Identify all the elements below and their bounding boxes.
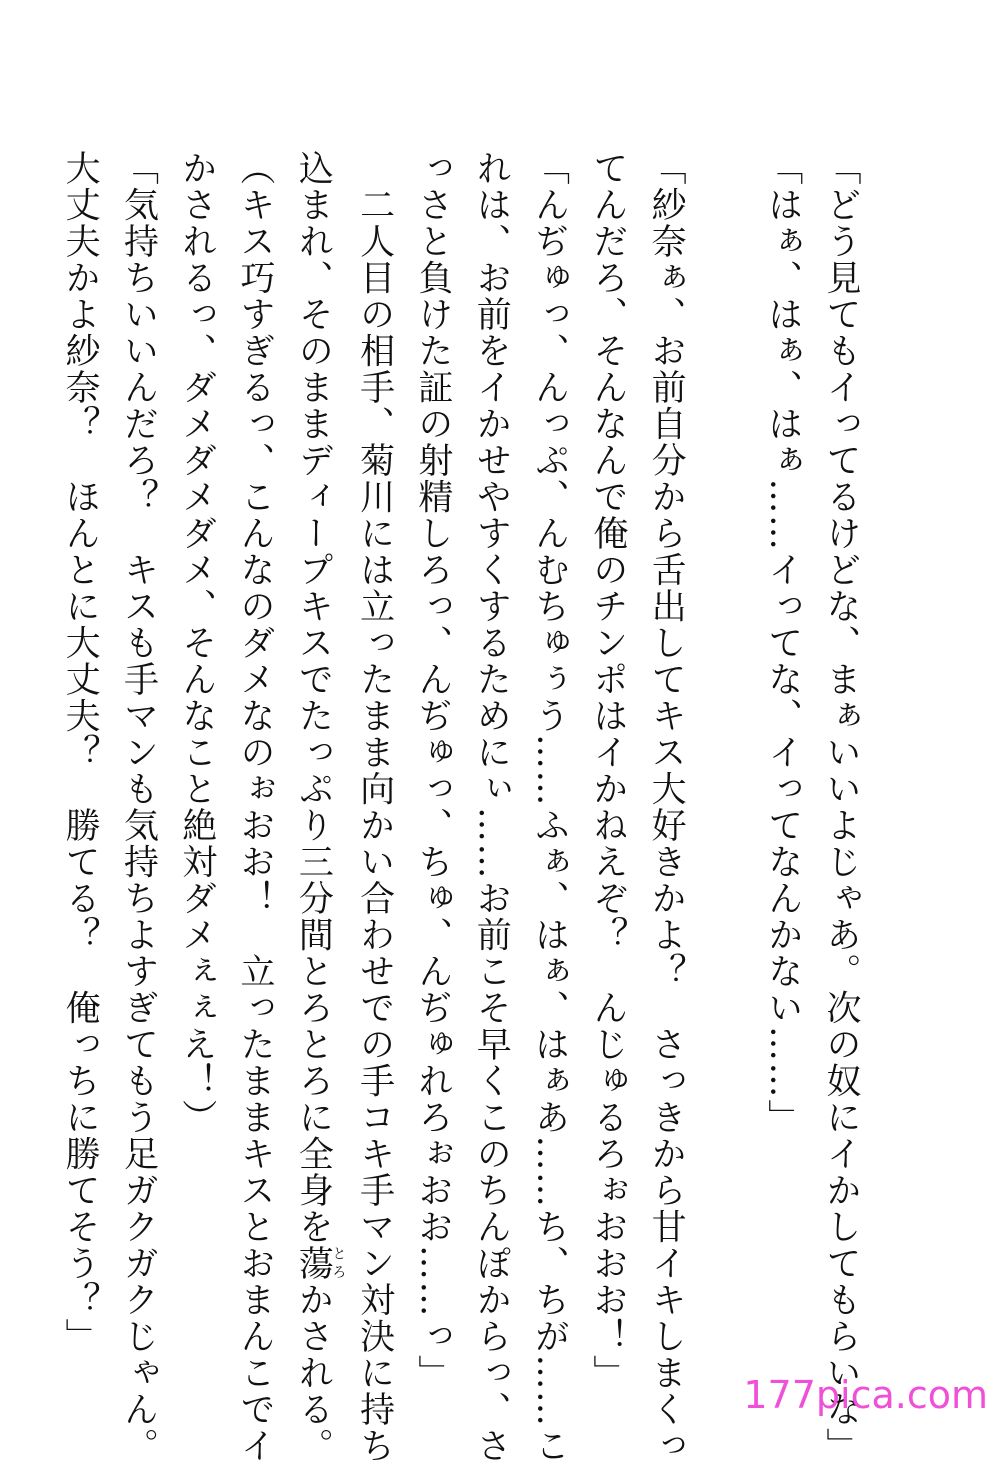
paragraph-gap — [695, 150, 753, 1365]
text-line: 二人目の相手、菊川には立ったまま向かい合わせでの手コキ手マン対決に持ち — [345, 150, 403, 1365]
ruby-reading: とろ — [330, 1245, 346, 1282]
text-line: 大丈夫かよ紗奈？ ほんとに大丈夫？ 勝てる？ 俺っちに勝てそう？」 — [51, 150, 109, 1365]
text-line: っさと負けた証の射精しろっ、んぢゅっ、ちゅ、んぢゅれろぉおお……っ」 — [404, 150, 462, 1365]
text-line: （キス巧すぎるっ、こんなのダメなのぉおお！ 立ったままキスとおまんこでイ — [226, 150, 284, 1365]
watermark-text: 177pica.com — [743, 1373, 988, 1417]
text-line: 「気持ちいいんだろ？ キスも手マンも気持ちよすぎてもう足ガクガクじゃん。 — [109, 150, 167, 1365]
text-line: 「どう見てもイってるけどな、まぁいいよじゃあ。次の奴にイかしてもらいな」 — [812, 150, 870, 1365]
text-line: 「紗奈ぁ、お前自分から舌出してキス大好きかよ？ さっきから甘イキしまくっ — [637, 150, 695, 1365]
text-line: かされるっ、ダメダメダメ、そんなこと絶対ダメぇぇえ！） — [167, 150, 225, 1365]
text-line: 「んぢゅっ、んっぷ、んむちゅぅう……ふぁ、はぁ、はぁあ……ち、ちが……こ — [520, 150, 578, 1365]
ruby-base: 蕩 — [293, 1245, 333, 1282]
text-line: てんだろ、そんなんで俺のチンポはイかねえぞ？ んじゅるろぉおおお！」 — [579, 150, 637, 1365]
ruby-line-after: かされる。 — [293, 1282, 333, 1464]
text-line: れは、お前をイかせやすくするためにぃ……お前こそ早くこのちんぽからっ、さ — [462, 150, 520, 1365]
vertical-text-body — [51, 150, 870, 1365]
text-line: 「はぁ、はぁ、はぁ……イってな、イってなんかない……」 — [753, 150, 811, 1365]
text-line-with-ruby — [284, 150, 345, 1365]
ruby-line-before: 込まれ、そのままディープキスでたっぷり三分間とろとろに全身を — [293, 150, 333, 1245]
ruby-annotation — [293, 1245, 333, 1282]
